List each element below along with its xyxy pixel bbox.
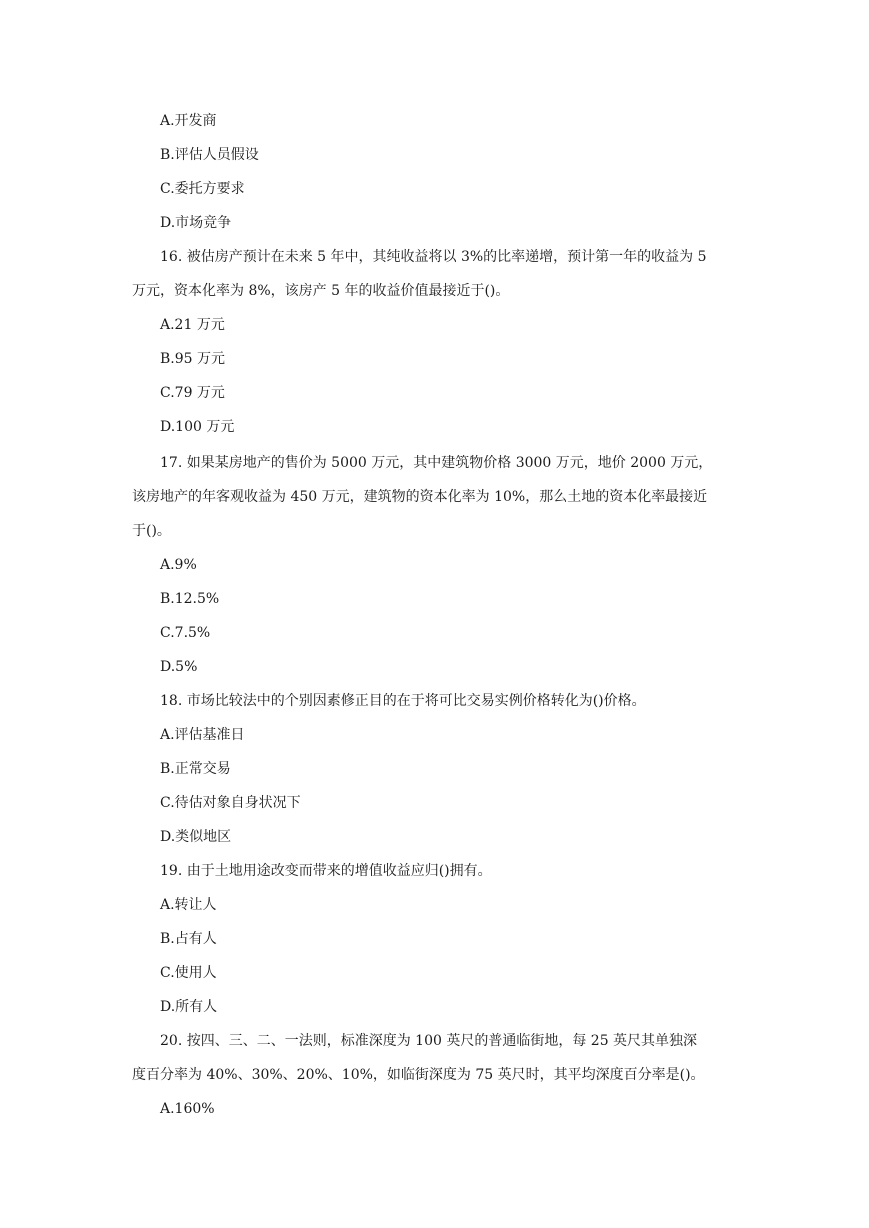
q18-option-b: B.正常交易: [160, 761, 231, 777]
q17-option-a: A.9%: [160, 557, 197, 573]
q16-option-a: A.21 万元: [160, 317, 225, 333]
q20-option-a: A.160%: [160, 1101, 215, 1117]
q17-stem-line3: 于()。: [132, 523, 171, 539]
q17-stem-line2: 该房地产的年客观收益为 450 万元，建筑物的资本化率为 10%，那么土地的资本化率最接近: [132, 489, 708, 505]
q15-option-c: C.委托方要求: [160, 181, 245, 197]
q16-option-d: D.100 万元: [160, 419, 235, 435]
q18-option-a: A.评估基准日: [160, 727, 245, 743]
q17-option-c: C.7.5%: [160, 625, 211, 641]
q19-option-a: A.转让人: [160, 897, 217, 913]
q17-option-b: B.12.5%: [160, 591, 220, 607]
q16-stem-line1: 16. 被估房产预计在未来 5 年中，其纯收益将以 3%的比率递增，预计第一年的收益为 5: [160, 249, 707, 265]
q15-option-b: B.评估人员假设: [160, 147, 259, 163]
q17-stem-line1: 17. 如果某房地产的售价为 5000 万元，其中建筑物价格 3000 万元，地价 2000 万元，: [160, 455, 713, 471]
q19-option-c: C.使用人: [160, 965, 217, 981]
q19-stem-line1: 19. 由于土地用途改变而带来的增值收益应归()拥有。: [160, 863, 492, 879]
q20-stem-line2: 度百分率为 40%、30%、20%、10%，如临街深度为 75 英尺时，其平均深度百分率是()。: [132, 1067, 705, 1083]
q20-stem-line1: 20. 按四、三、二、一法则，标准深度为 100 英尺的普通临街地，每 25 英尺其单独深: [160, 1033, 698, 1049]
q16-option-b: B.95 万元: [160, 351, 226, 367]
q19-option-b: B.占有人: [160, 931, 217, 947]
q15-option-a: A.开发商: [160, 113, 217, 129]
q16-stem-line2: 万元，资本化率为 8%，该房产 5 年的收益价值最接近于()。: [132, 283, 510, 299]
q17-option-d: D.5%: [160, 659, 198, 675]
q18-option-c: C.待估对象自身状况下: [160, 795, 301, 811]
q16-option-c: C.79 万元: [160, 385, 225, 401]
q19-option-d: D.所有人: [160, 999, 218, 1015]
q18-option-d: D.类似地区: [160, 829, 232, 845]
q15-option-d: D.市场竞争: [160, 215, 232, 231]
q18-stem-line1: 18. 市场比较法中的个别因素修正目的在于将可比交易实例价格转化为()价格。: [160, 693, 646, 709]
